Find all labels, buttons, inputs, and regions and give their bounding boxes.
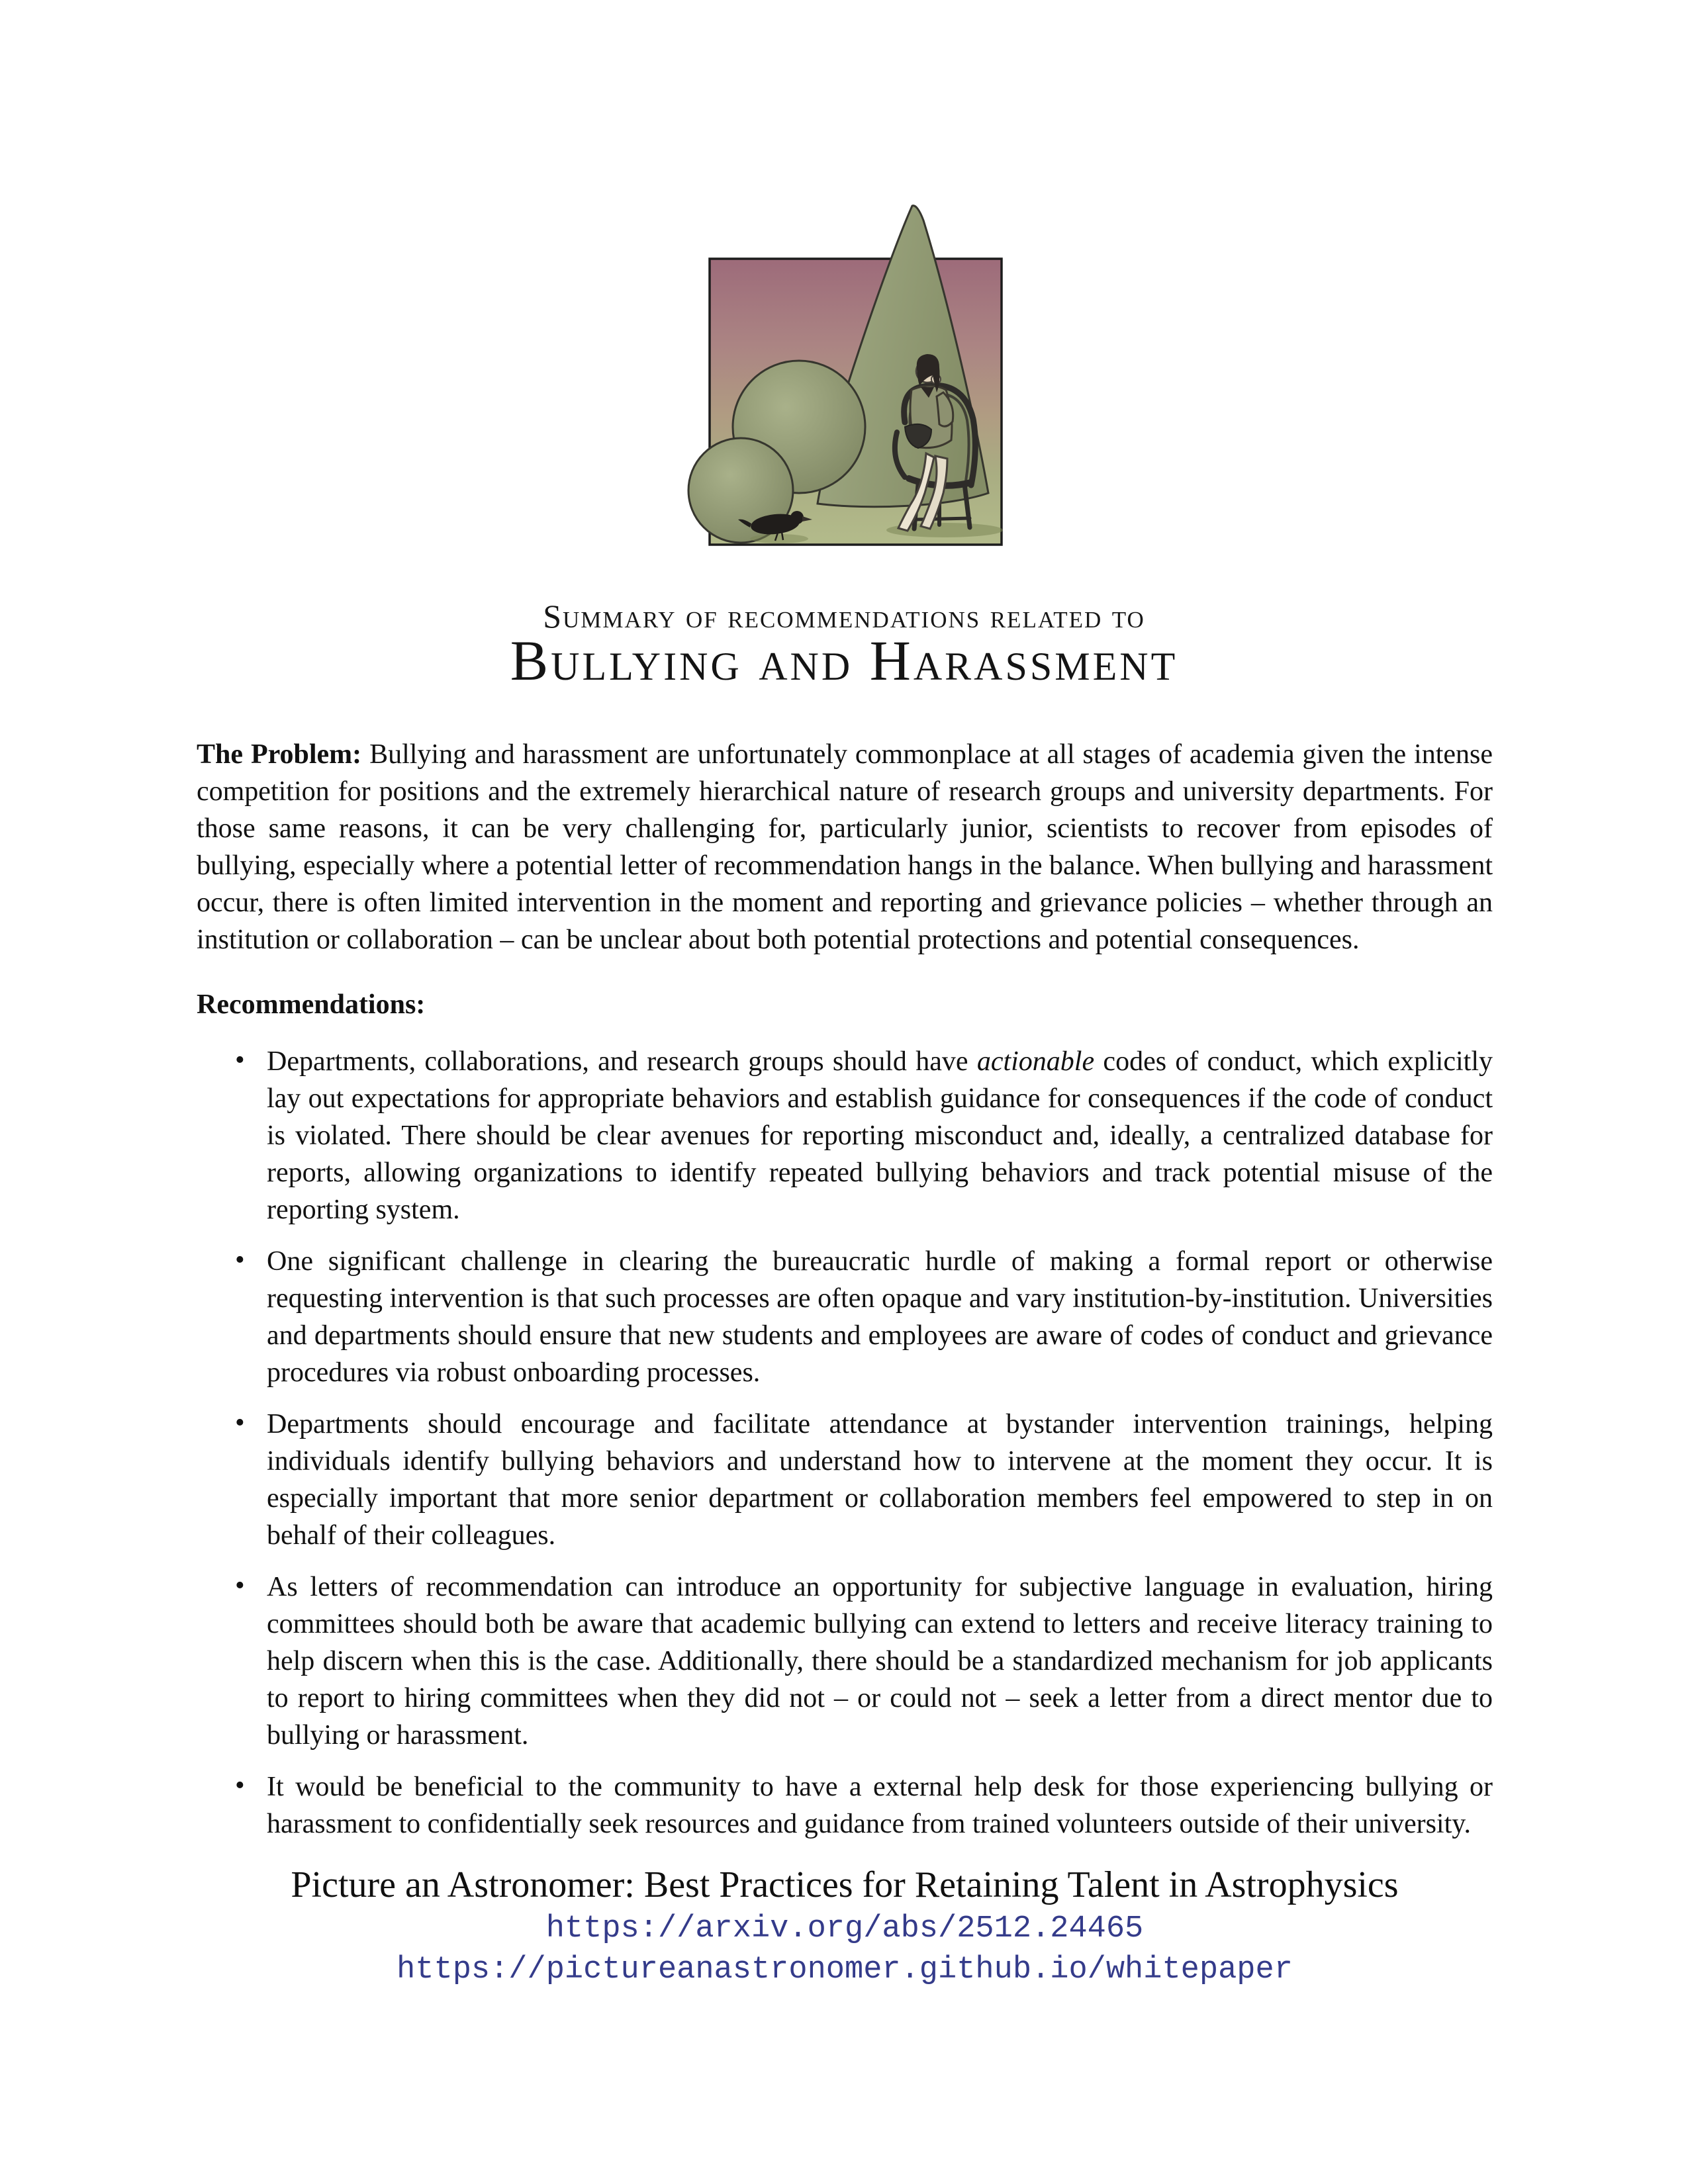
bullet-icon: • (235, 1408, 245, 1438)
paper-title: Picture an Astronomer: Best Practices for Retaining Talent in Astrophysics (291, 1864, 1399, 1905)
recommendation-text: codes of conduct, which explicitly lay out expectations for appropriate behaviors and establish guidance for consequences if the code of conduct is violated. There should be clear avenues for reporting misconduct and, ideally, a centralized database for reports, allowing organizations to identify repeated bullying behaviors and track potential misuse of the reporting system. (267, 1046, 1493, 1225)
bullet-icon: • (235, 1770, 245, 1801)
recommendation-text: As letters of recommendation can introduce an opportunity for subjective language in evaluation, hiring committees should both be aware that academic bullying can extend to letters and receive literacy training to help discern when this is the case. Additionally, there should be a standardized mechanism for job applicants to report to hiring committees when they did not – or could not – seek a letter from a direct mentor due to bullying or harassment. (267, 1572, 1493, 1751)
crow-shadow (750, 534, 808, 543)
recommendation-text: It would be beneficial to the community to have a external help desk for those experiencing bullying or harassment to confidentially seek resources and guidance from trained volunteers outside of their university. (267, 1772, 1493, 1839)
problem-text: Bullying and harassment are unfortunately commonplace at all stages of academia given the intense competition for positions and the extremely hierarchical nature of research groups and university departments. For those same reasons, it can be very challenging for, particularly junior, scientists to recover from episodes of bullying, especially where a potential letter of recommendation hangs in the balance. When bullying and harassment occur, there is often limited intervention in the moment and reporting and grievance policies – whether through an institution or collaboration – can be unclear about both potential protections and potential consequences. (197, 739, 1493, 955)
recommendations-heading: Recommendations: (197, 989, 426, 1020)
problem-label: The Problem: (197, 739, 362, 770)
bullet-icon: • (235, 1570, 245, 1601)
recommendations-list (197, 1043, 1493, 1843)
recommendation-item (197, 1406, 1493, 1554)
problem-paragraph (197, 736, 1493, 958)
recommendation-text: One significant challenge in clearing the bureaucratic hurdle of making a formal report or otherwise requesting intervention is that such processes are often opaque and vary institution-by-institution. Universities and departments should ensure that new students and employees are aware of codes of conduct and grievance procedures via robust onboarding processes. (267, 1246, 1493, 1388)
arxiv-link[interactable]: https://arxiv.org/abs/2512.24465 (545, 1911, 1144, 1946)
bullet-icon: • (235, 1245, 245, 1275)
document-body (197, 736, 1493, 1991)
recommendation-item (197, 1569, 1493, 1754)
whitepaper-link[interactable]: https://pictureanastronomer.github.io/whitepaper (397, 1952, 1293, 1987)
document-title: Bullying and Harassment (510, 629, 1178, 692)
document-footer (197, 1861, 1493, 1991)
cover-illustration (672, 194, 1016, 551)
recommendation-text: Departments should encourage and facilitate attendance at bystander intervention trainings, helping individuals identify bullying behaviors and understand how to intervene at the moment they occur. It is especially important that more senior department or collaboration members feel empowered to step in on behalf of their colleagues. (267, 1409, 1493, 1551)
recommendation-text: Departments, collaborations, and research groups should have (267, 1046, 977, 1077)
recommendation-item (197, 1768, 1493, 1843)
recommendation-item (197, 1043, 1493, 1228)
bullet-icon: • (235, 1045, 245, 1075)
recommendation-emphasis: actionable (976, 1046, 1095, 1077)
recommendation-item (197, 1243, 1493, 1391)
document-kicker: Summary of recommendations related to (543, 598, 1145, 635)
